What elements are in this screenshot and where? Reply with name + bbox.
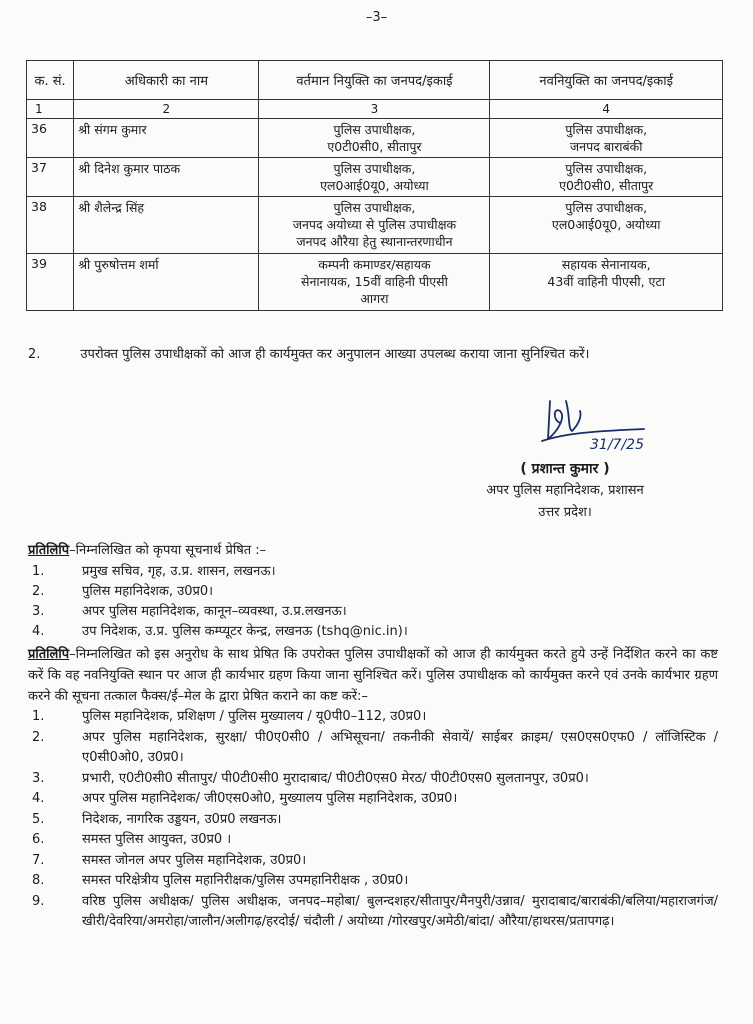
serial-cell: 37 — [27, 158, 74, 197]
item-number: 4. — [32, 791, 45, 806]
copy-to-list — [28, 562, 718, 642]
new-posting-cell — [490, 158, 723, 197]
item-text: समस्त पुलिस आयुक्त, उ0प्र0 । — [82, 832, 232, 847]
list-item — [28, 769, 718, 790]
copy-to-heading: प्रतिलिपि — [28, 647, 70, 662]
serial-cell: 39 — [27, 254, 74, 311]
new-line-2: 43वीं वाहिनी पीएसी, एटा — [547, 274, 666, 289]
copy-to-lead — [28, 540, 718, 562]
table-index-row — [27, 100, 723, 119]
paragraph-number: 2. — [28, 347, 41, 362]
table-row — [27, 254, 723, 311]
current-posting-cell — [259, 197, 490, 254]
new-line-2: ए0टी0सी0, सीतापुर — [559, 178, 654, 193]
list-item — [28, 562, 718, 582]
new-line-1: पुलिस उपाधीक्षक, — [565, 122, 648, 137]
list-item — [28, 582, 718, 602]
list-item — [28, 728, 718, 769]
copy-to-list — [28, 707, 718, 933]
new-posting-cell — [490, 254, 723, 311]
table-header-row — [27, 61, 723, 100]
current-line-1: पुलिस उपाधीक्षक, — [333, 200, 416, 215]
current-line-2: जनपद अयोध्या से पुलिस उपाधीक्षक — [292, 217, 457, 232]
serial-cell: 36 — [27, 119, 74, 158]
list-item — [28, 622, 718, 642]
signature-block — [400, 458, 730, 524]
index-cell: 4 — [490, 100, 723, 119]
table-row — [27, 197, 723, 254]
list-item — [28, 892, 718, 933]
item-number: 1. — [32, 709, 45, 724]
copy-to-lead — [28, 644, 718, 707]
item-number: 6. — [32, 832, 45, 847]
list-item — [28, 830, 718, 851]
item-number: 1. — [32, 564, 45, 579]
current-line-1: कम्पनी कमाण्डर/सहायक — [318, 257, 431, 272]
item-text: पुलिस महानिदेशक, उ0प्र0। — [82, 584, 214, 599]
item-text: अपर पुलिस महानिदेशक/ जी0एस0ओ0, मुख्यालय पुलिस महानिदेशक, उ0प्र0। — [82, 791, 458, 806]
new-line-1: पुलिस उपाधीक्षक, — [565, 200, 648, 215]
item-text: प्रभारी, ए0टी0सी0 सीतापुर/ पी0टी0सी0 मुरादाबाद/ पी0टी0एस0 मेरठ/ पी0टी0एस0 सुलतानपुर, उ0प्र0। — [82, 770, 589, 786]
list-item — [28, 789, 718, 810]
list-item — [28, 602, 718, 622]
list-item — [28, 851, 718, 872]
current-line-1: पुलिस उपाधीक्षक, — [333, 122, 416, 137]
current-line-2: सेनानायक, 15वीं वाहिनी पीएसी — [301, 274, 448, 289]
serial-cell: 38 — [27, 197, 74, 254]
item-text: अपर पुलिस महानिदेशक, कानून–व्यवस्था, उ.प्र.लखनऊ। — [82, 604, 347, 619]
transfer-table — [26, 60, 723, 311]
current-posting-cell — [259, 158, 490, 197]
item-text: पुलिस महानिदेशक, प्रशिक्षण / पुलिस मुख्यालय / यू0पी0–112, उ0प्र0। — [82, 709, 427, 724]
item-number: 7. — [32, 852, 45, 868]
item-text: प्रमुख सचिव, गृह, उ.प्र. शासन, लखनऊ। — [82, 564, 276, 579]
list-item — [28, 810, 718, 831]
item-number: 4. — [32, 624, 45, 639]
item-number: 2. — [32, 584, 45, 599]
current-posting-cell — [259, 119, 490, 158]
item-number: 2. — [32, 729, 45, 745]
instruction-paragraph — [28, 343, 708, 366]
item-text: उप निदेशक, उ.प्र. पुलिस कम्प्यूटर केन्द्र, लखनऊ (tshq@nic.in)। — [82, 624, 408, 639]
item-number: 8. — [32, 873, 45, 888]
item-number: 3. — [32, 604, 45, 619]
signatory-name: ( प्रशान्त कुमार ) — [520, 461, 610, 477]
paragraph-text: उपरोक्त पुलिस उपाधीक्षकों को आज ही कार्यमुक्त कर अनुपालन आख्या उपलब्ध कराया जाना सुनिश्चित करें। — [80, 347, 590, 362]
item-text: वरिष्ठ पुलिस अधीक्षक/ पुलिस अधीक्षक, जनपद–महोबा/ बुलन्दशहर/सीतापुर/मैनपुरी/उन्नाव/ मुरादाबाद/बाराबंकी/बलिया/महाराजगंज/खीरी/देवरिया/अमरोहा/जालौन/अलीगढ़/हरदोई/ चंदौली / अयोध्या /गोरखपुर/अमेठी/बांदा/ औरैया/हाथरस/प्रतापगढ़। — [82, 893, 718, 929]
index-cell: 1 — [27, 100, 74, 119]
signatory-designation: अपर पुलिस महानिदेशक, प्रशासन — [486, 483, 644, 498]
item-text: समस्त परिक्षेत्रीय पुलिस महानिरीक्षक/पुलिस उपमहानिरीक्षक , उ0प्र0। — [82, 873, 409, 888]
page-number: –3– — [365, 10, 388, 25]
current-line-3: आगरा — [360, 291, 389, 306]
item-number: 5. — [32, 811, 45, 827]
header-officer-name: अधिकारी का नाम — [74, 61, 259, 100]
signature-date: 31/7/25 — [590, 437, 644, 453]
header-serial: क. सं. — [27, 61, 74, 100]
signature-image — [536, 395, 656, 457]
officer-name-cell: श्री दिनेश कुमार पाठक — [74, 158, 259, 197]
item-text: निदेशक, नागरिक उड्डयन, उ0प्र0 लखनऊ। — [82, 811, 282, 827]
current-line-2: एल0आई0यू0, अयोध्या — [320, 178, 429, 193]
list-item — [28, 871, 718, 892]
new-posting-cell — [490, 119, 723, 158]
officer-name-cell: श्री संगम कुमार — [74, 119, 259, 158]
list-item — [28, 707, 718, 728]
index-cell: 3 — [259, 100, 490, 119]
item-number: 3. — [32, 770, 45, 786]
copy-to-text: –निम्नलिखित को इस अनुरोध के साथ प्रेषित कि उपरोक्त पुलिस उपाधीक्षकों को आज ही कार्यमुक्त करते हुये उन्हें निर्देशित करने का कष्ट करें कि वह नवनियुक्ति स्थान पर आज ही कार्यभार ग्रहण किया जाना सुनिश्चित करें। पुलिस उपाधीक्षक को कार्यमुक्त करने एवं उनके कार्यभार ग्रहण करने की सूचना तत्काल फैक्स/ई–मेल के द्वारा प्रेषित कराने का कष्ट करें:– — [28, 647, 718, 704]
new-line-2: एल0आई0यू0, अयोध्या — [551, 217, 661, 232]
copy-to-section-info — [28, 540, 718, 642]
item-text: अपर पुलिस महानिदेशक, सुरक्षा/ पी0ए0सी0 / अभिसूचना/ तकनीकी सेवायें/ साईबर क्राइम/ एस0एस0एफ0 / लॉजिस्टिक / ए0सी0ओ0, उ0प्र0। — [82, 729, 718, 765]
new-line-1: पुलिस उपाधीक्षक, — [565, 161, 648, 176]
current-line-2: ए0टी0सी0, सीतापुर — [327, 139, 422, 154]
officer-name-cell: श्री पुरुषोत्तम शर्मा — [74, 254, 259, 311]
header-new-posting: नवनियुक्ति का जनपद/इकाई — [490, 61, 723, 100]
current-line-1: पुलिस उपाधीक्षक, — [333, 161, 416, 176]
item-number: 9. — [32, 893, 45, 909]
copy-to-text: –निम्नलिखित को कृपया सूचनार्थ प्रेषित :– — [69, 543, 267, 558]
new-posting-cell — [490, 197, 723, 254]
new-line-1: सहायक सेनानायक, — [561, 257, 651, 272]
new-line-2: जनपद बाराबंकी — [569, 139, 643, 154]
copy-to-section-action — [28, 644, 718, 933]
signatory-state: उत्तर प्रदेश। — [538, 505, 592, 520]
current-posting-cell — [259, 254, 490, 311]
header-current-posting: वर्तमान नियुक्ति का जनपद/इकाई — [259, 61, 490, 100]
officer-name-cell: श्री शैलेन्द्र सिंह — [74, 197, 259, 254]
table-row — [27, 158, 723, 197]
copy-to-heading: प्रतिलिपि — [28, 543, 70, 558]
item-text: समस्त जोनल अपर पुलिस महानिदेशक, उ0प्र0। — [82, 852, 307, 868]
index-cell: 2 — [74, 100, 259, 119]
table-row — [27, 119, 723, 158]
current-line-3: जनपद औरैया हेतु स्थानान्तरणाधीन — [296, 234, 453, 249]
